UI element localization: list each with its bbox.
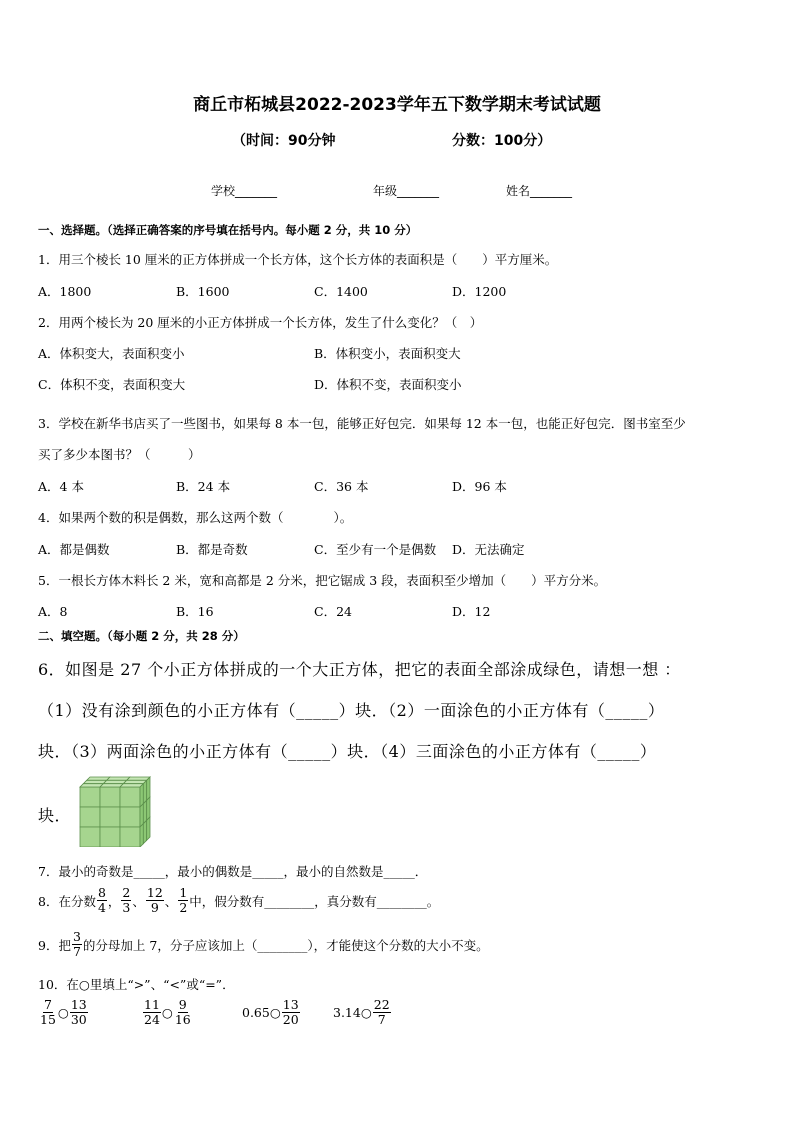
compare-circle[interactable]: ○ [57,1005,69,1020]
cube-top-cell [100,784,123,787]
q3-option-a: A．4 本 [38,479,84,494]
q10-decimal: 0.65 [242,1005,270,1020]
cube-front-cell [100,807,120,827]
question-6-line1: 6．如图是 27 个小正方体拼成的一个大正方体，把它的表面全部涂成绿色，请想一想 ： [38,660,681,679]
q5-option-b: B．16 [176,604,214,619]
q8-separator: 、 [164,893,178,909]
school-field[interactable]: 学校_______ [211,184,278,198]
q1-option-b: B．1600 [176,284,230,299]
fraction-numerator: 13 [282,997,299,1012]
q3-option-b: B．24 本 [176,479,231,494]
compare-circle[interactable]: ○ [360,1005,372,1020]
fraction-denominator: 4 [97,900,106,915]
q10-fraction-right [282,998,300,1027]
cube-side-cell [147,777,150,800]
fraction-denominator: 3 [122,900,131,915]
q8-fraction-3 [146,886,164,915]
q5-option-c: C．24 [314,604,352,619]
section-heading-fill: 二、填空题。（每小题 2 分，共 28 分） [38,629,245,643]
grade-field[interactable]: 年级_______ [373,184,440,198]
cube-top-cell [127,777,150,780]
cube-top-cell [123,780,146,783]
question-3-line1: 3．学校在新华书店买了一些图书，如果每 8 本一包，能够正好包完．如果每 12 本一包，也能正好包完．图书室至少 [38,416,686,431]
cube-side-cell [140,804,143,827]
fraction-numerator: 3 [72,929,81,944]
fraction-numerator: 2 [122,885,131,900]
cube-top-cell [107,777,130,780]
cube-front-cell [120,807,140,827]
cube-side-cell [143,820,146,843]
question-6-line3: 块．（3）两面涂色的小正方体有（_____）块．（4）三面涂色的小正方体有（_____） [38,742,657,761]
q9-prefix: 9．把 [38,937,71,953]
q10-decimal: 3.14 [333,1005,361,1020]
q4-option-b: B．都是奇数 [176,542,248,557]
cube-figure [78,775,154,847]
question-5: 5．一根长方体木料长 2 米，宽和高都是 2 分米，把它锯成 3 段，表面积至少增加（ ）平方分米。 [38,573,607,588]
fraction-numerator: 13 [70,997,87,1012]
fraction-numerator: 9 [178,997,187,1012]
cube-top-cell [87,777,110,780]
q10-fraction-right [70,998,88,1027]
fraction-numerator: 11 [144,997,160,1012]
cube-side-cell [143,800,146,823]
fraction-denominator: 7 [377,1012,386,1027]
fraction-denominator: 16 [174,1012,191,1027]
fraction-denominator: 24 [144,1012,160,1027]
q5-option-a: A．8 [38,604,68,619]
q10-fraction-left [143,998,161,1027]
question-8 [38,886,439,915]
question-9 [38,930,489,959]
q8-separator: 、 [132,893,145,909]
cube-front-cell [80,787,100,807]
fraction-denominator: 7 [72,944,81,959]
fraction-numerator: 1 [179,885,188,900]
q2-option-d: D．体积不变，表面积变小 [314,377,462,392]
time-limit: （时间：90分钟 [232,133,336,149]
cube-top-cell [80,784,103,787]
q8-suffix: 中，假分数有________，真分数有________。 [189,893,440,909]
q8-fraction-1 [97,886,107,915]
fraction-denominator: 20 [282,1012,299,1027]
q5-option-d: D．12 [452,604,491,619]
q1-option-a: A．1800 [38,284,92,299]
cube-side-cell [140,824,143,847]
section-heading-choice: 一、选择题。（选择正确答案的序号填在括号内。每小题 2 分，共 10 分） [38,223,418,237]
question-2: 2．用两个棱长为 20 厘米的小正方体拼成一个长方体，发生了什么变化？（ ） [38,315,483,330]
q8-fraction-2 [121,886,131,915]
fraction-numerator: 8 [97,885,106,900]
q4-option-c: C．至少有一个是偶数 [314,542,437,557]
question-3-line2: 买了多少本图书？（ ） [38,447,201,462]
cube-front-cell [120,827,140,847]
q2-option-c: C．体积不变，表面积变大 [38,377,186,392]
q1-option-d: D．1200 [452,284,507,299]
question-7: 7．最小的奇数是_____，最小的偶数是_____，最小的自然数是_____． [38,864,428,879]
q3-option-c: C．36 本 [314,479,369,494]
fraction-denominator: 9 [150,900,159,915]
q4-option-d: D．无法确定 [452,542,525,557]
question-10: 10．在○里填上“>”、“<”或“=”． [38,977,235,992]
question-6-line2: （1）没有涂到颜色的小正方体有（_____）块．（2）一面涂色的小正方体有（_____） [38,701,665,720]
q9-suffix: 的分母加上 7，分子应该加上（________），才能使这个分数的大小不变。 [82,937,489,953]
q10-fraction-left [39,998,57,1027]
compare-circle[interactable]: ○ [269,1005,281,1020]
q3-option-d: D．96 本 [452,479,507,494]
q10-fraction-right [174,998,192,1027]
q9-fraction [72,930,82,959]
cube-top-cell [103,780,126,783]
name-field[interactable]: 姓名_______ [506,184,573,198]
cube-side-cell [147,817,150,840]
q4-option-a: A．都是偶数 [38,542,110,557]
cube-top-cell [120,784,143,787]
cube-front-cell [80,827,100,847]
q10-compare-1 [38,998,89,1027]
fraction-denominator: 15 [40,1012,56,1027]
cube-side-cell [140,784,143,807]
question-4: 4．如果两个数的积是偶数，那么这两个数（ ）。 [38,510,353,525]
fraction-numerator: 22 [373,997,390,1012]
fraction-denominator: 2 [179,900,188,915]
compare-circle[interactable]: ○ [161,1005,173,1020]
q8-fraction-4 [178,886,188,915]
fraction-numerator: 12 [146,885,163,900]
total-score: 分数：100分） [452,133,552,149]
q10-fraction-right [373,998,391,1027]
q10-compare-4 [333,998,392,1027]
q2-option-b: B．体积变小，表面积变大 [314,346,461,361]
cube-front-cell [120,787,140,807]
q8-separator: ， [107,893,121,909]
q2-option-a: A．体积变大，表面积变小 [38,346,185,361]
q1-option-c: C．1400 [314,284,368,299]
cube-front-cell [100,787,120,807]
q10-compare-2 [142,998,193,1027]
page-title: 商丘市柘城县2022-2023学年五下数学期末考试试题 [193,95,601,115]
cube-front-cell [80,807,100,827]
cube-top-cell [83,780,106,783]
cube-front-cell [100,827,120,847]
cube-side-cell [143,780,146,803]
q8-prefix: 8．在分数 [38,893,96,909]
q10-compare-3 [242,998,301,1027]
cube-side-cell [147,797,150,820]
fraction-denominator: 30 [70,1012,87,1027]
fraction-numerator: 7 [43,997,52,1012]
question-1: 1．用三个棱长 10 厘米的正方体拼成一个长方体，这个长方体的表面积是（ ）平方厘米。 [38,252,558,267]
question-6-line4: 块． [38,806,72,825]
